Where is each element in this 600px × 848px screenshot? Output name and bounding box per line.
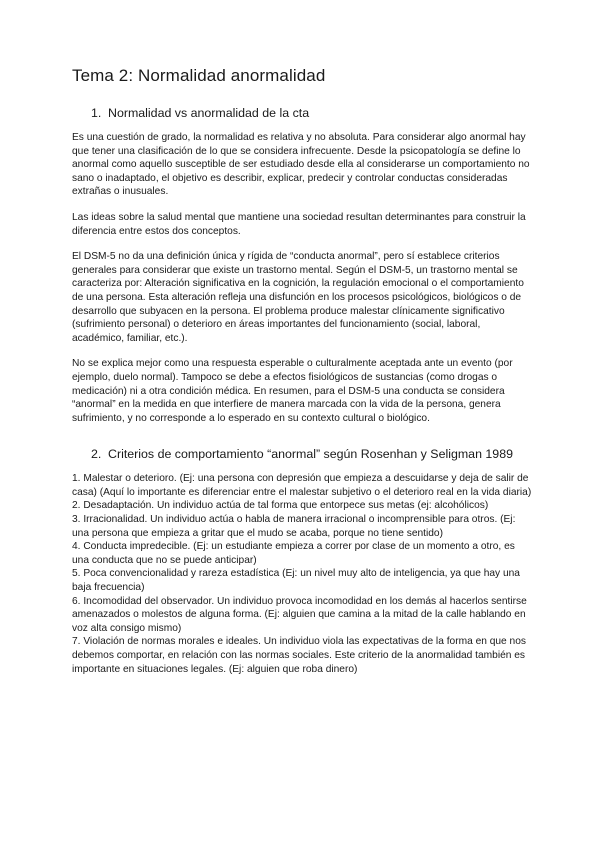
- paragraph: Es una cuestión de grado, la normalidad es relativa y no absoluta. Para considerar algo anormal hay que tener una clasificación de lo que se considera infrecuente. Desde la psicopatología se define lo anormal como aquello susceptible de ser estudiado desde ella al considerarse un comportamiento no sano o inadaptado, el objetivo es describir, explicar, predecir y controlar conductas consideradas extrañas o inusuales.: [72, 132, 530, 198]
- section-2-heading: [91, 447, 532, 461]
- list-item: 4. Conducta impredecible. (Ej: un estudiante empieza a correr por clase de un momento a otro, es una conducta que no se puede anticipar): [72, 541, 515, 566]
- list-item: 7. Violación de normas morales e ideales. Un individuo viola las expectativas de la forma en que nos debemos comportar, en relación con las normas sociales. Este criterio de la anormalidad también es importante en situaciones legales. (Ej: alguien que roba dinero): [72, 636, 526, 675]
- section-1-heading: [91, 106, 532, 120]
- list-item: 5. Poca convencionalidad y rareza estadística (Ej: un nivel muy alto de inteligencia, ya que hay una baja frecuencia): [72, 568, 520, 594]
- criteria-list: [72, 472, 532, 676]
- paragraph: No se explica mejor como una respuesta esperable o culturalmente aceptada ante un evento (por ejemplo, duelo normal). Tampoco se debe a efectos fisiológicos de sustancias (como drogas o medicación) ni a otra condición médica. En resumen, para el DSM-5 una conducta se considera “anormal” en la medida en que interfiere de manera marcada con la vida de la persona, genera sufrimiento, y no corresponde a lo esperado en su contexto cultural o biológico.: [72, 358, 513, 424]
- list-item: 3. Irracionalidad. Un individuo actúa o habla de manera irracional o incomprensible para otros. (Ej: una persona que empieza a gritar que el mudo se acaba, porque no tiene sentido): [72, 514, 516, 539]
- list-item: 2. Desadaptación. Un individuo actúa de tal forma que entorpece sus metas (ej: alcohólicos): [72, 500, 489, 512]
- document-page: [72, 66, 532, 676]
- section-2-heading-text: Criterios de comportamiento “anormal” según Rosenhan y Seligman 1989: [108, 447, 513, 462]
- paragraph: Las ideas sobre la salud mental que mantiene una sociedad resultan determinantes para construir la diferencia entre estos dos conceptos.: [72, 211, 526, 237]
- section-2-number: 2.: [91, 447, 102, 462]
- list-item: 6. Incomodidad del observador. Un individuo provoca incomodidad en los demás al hacerlos sentirse amenazados o molestos de alguna forma. (Ej: alguien que camina a la mitad de la calle hablando en voz alta consigo mismo): [72, 595, 527, 634]
- list-item: 1. Malestar o deterioro. (Ej: una persona con depresión que empieza a descuidarse y deja de salir de casa) (Aquí lo importante es diferenciar entre el malestar subjetivo o el deterioro real en la vida diaria): [72, 473, 532, 498]
- document-title: Tema 2: Normalidad anormalidad: [72, 66, 326, 85]
- section-1-number: 1.: [91, 106, 102, 120]
- paragraph: El DSM-5 no da una definición única y rígida de “conducta anormal”, pero sí establece criterios generales para considerar que existe un trastorno mental. Según el DSM-5, un trastorno mental se caracteriza por: Alteración significativa en la cognición, la regulación emocional o el comportamiento de una persona. Esta alteración refleja una disfunción en los procesos psicológicos, biológicos o de desarrollo que subyacen en la persona. El problema produce malestar clínicamente significativo (sufrimiento personal) o deterioro en áreas importantes del funcionamiento (social, laboral, académico, familiar, etc.).: [72, 251, 524, 344]
- section-1-heading-text: Normalidad vs anormalidad de la cta: [108, 106, 310, 120]
